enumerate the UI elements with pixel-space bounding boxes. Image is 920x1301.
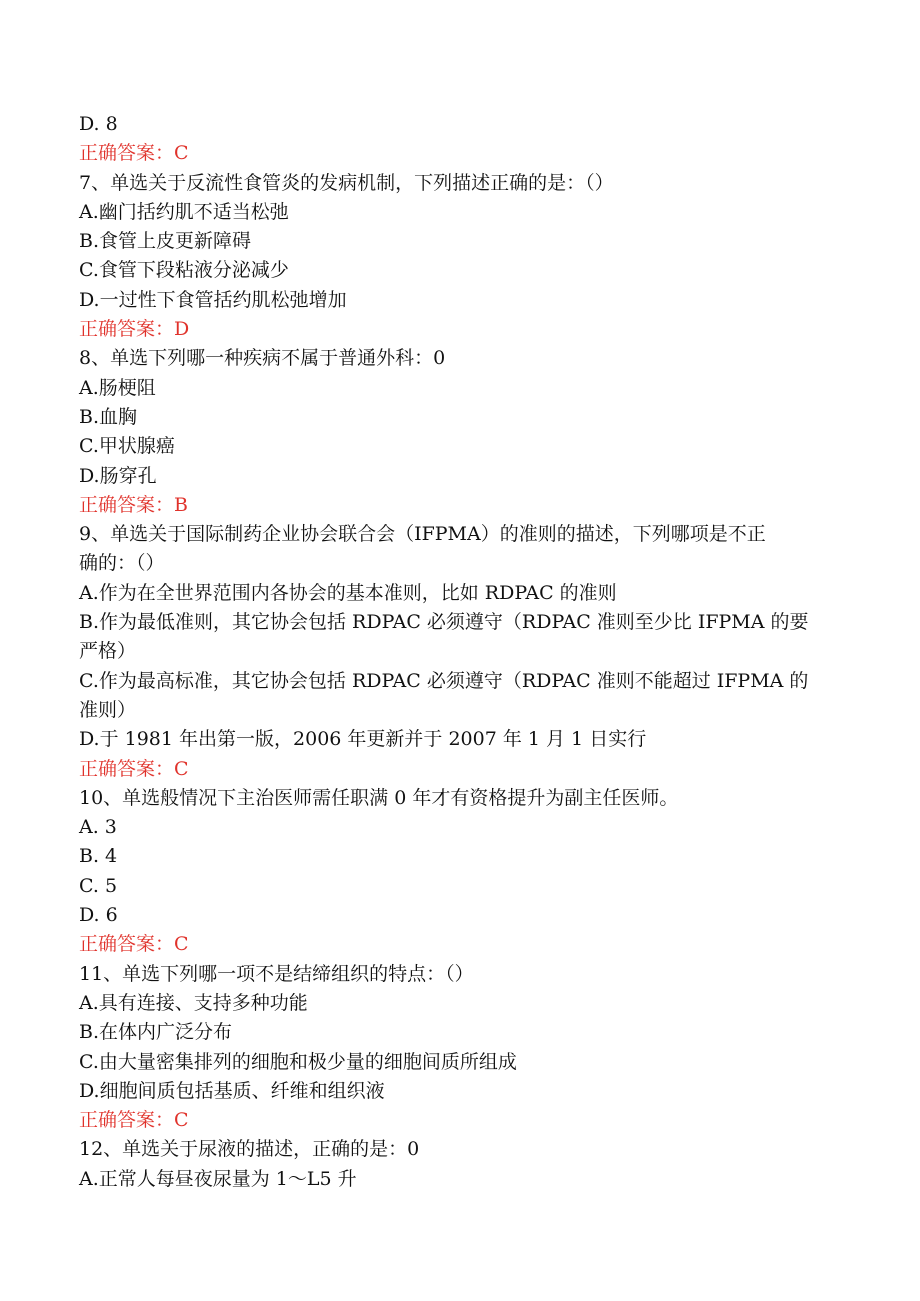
- option-line: C. 5: [79, 874, 118, 897]
- answer-line: 正确答案：C: [79, 142, 189, 165]
- option-line: A.正常人每昼夜尿量为 1～L5 升: [79, 1167, 357, 1190]
- answer-line: 正确答案：C: [79, 1109, 189, 1132]
- answer-line: 正确答案：C: [79, 933, 189, 956]
- option-line: D.细胞间质包括基质、纤维和组织液: [79, 1079, 385, 1102]
- option-line: 严格）: [79, 640, 137, 663]
- option-line: A.幽门括约肌不适当松弛: [79, 200, 289, 223]
- answer-line: 正确答案：C: [79, 757, 189, 780]
- question-line: 12、单选关于尿液的描述，正确的是：0: [79, 1138, 420, 1161]
- question-line: 7、单选关于反流性食管炎的发病机制，下列描述正确的是：（）: [79, 171, 614, 194]
- option-line: 准则）: [79, 698, 137, 721]
- question-line: 10、单选般情况下主治医师需任职满 0 年才有资格提升为副主任医师。: [79, 786, 679, 809]
- question-line: 9、单选关于国际制药企业协会联合会（IFPMA）的准则的描述，下列哪项是不正: [79, 523, 766, 546]
- option-line: D.肠穿孔: [79, 464, 157, 487]
- option-line: B.食管上皮更新障碍: [79, 230, 252, 253]
- option-line: D.一过性下食管括约肌松弛增加: [79, 288, 347, 311]
- option-line: A.具有连接、支持多种功能: [79, 991, 308, 1014]
- option-line: C.食管下段粘液分泌减少: [79, 259, 289, 282]
- option-line: D. 6: [79, 904, 118, 927]
- option-line: B.在体内广泛分布: [79, 1021, 233, 1044]
- option-line: A.作为在全世界范围内各协会的基本准则，比如 RDPAC 的准则: [79, 581, 617, 604]
- option-line: C.由大量密集排列的细胞和极少量的细胞间质所组成: [79, 1050, 517, 1073]
- question-line: 确的：（）: [79, 552, 165, 575]
- option-line: A.肠梗阻: [79, 376, 156, 399]
- option-line: B.血胸: [79, 405, 138, 428]
- answer-line: 正确答案：D: [79, 318, 190, 341]
- option-line: A. 3: [79, 816, 117, 839]
- option-line: D. 8: [79, 113, 118, 135]
- option-line: C.作为最高标准，其它协会包括 RDPAC 必须遵守（RDPAC 准则不能超过 IFPMA 的: [79, 669, 809, 692]
- question-line: 8、单选下列哪一种疾病不属于普通外科：0: [79, 347, 446, 370]
- option-line: B.作为最低准则，其它协会包括 RDPAC 必须遵守（RDPAC 准则至少比 IFPMA 的要: [79, 611, 809, 634]
- question-line: 11、单选下列哪一项不是结缔组织的特点：（）: [79, 962, 474, 985]
- answer-line: 正确答案：B: [79, 493, 188, 516]
- option-line: D.于 1981 年出第一版，2006 年更新并于 2007 年 1 月 1 日实行: [79, 728, 647, 751]
- document-page: [79, 110, 839, 1194]
- option-line: B. 4: [79, 845, 118, 868]
- option-line: C.甲状腺癌: [79, 435, 175, 458]
